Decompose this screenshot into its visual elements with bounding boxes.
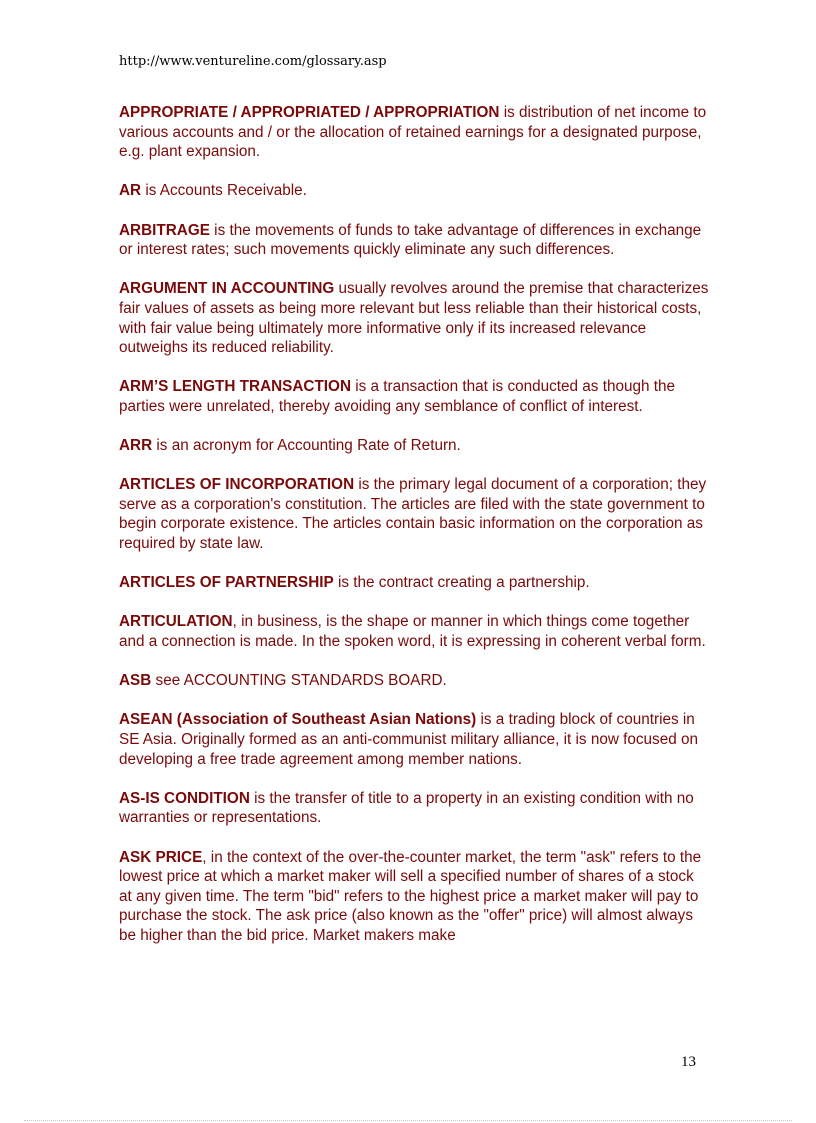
glossary-definition: usually revolves around the premise that characterizes fair values of assets as being more relevant but less reliable than their historical costs, with fair value being ultimately more informative only if its increased relevance outweighs its reduced reliability. [119,280,709,357]
glossary-term: ASEAN (Association of Southeast Asian Nations) [119,711,477,729]
glossary-term: APPROPRIATE / APPROPRIATED / APPROPRIATION [119,104,500,121]
glossary-definition: see ACCOUNTING STANDARDS BOARD. [151,672,447,690]
glossary-entry [119,279,709,357]
glossary-entry [119,671,709,691]
glossary-entry [119,103,709,162]
glossary-entry [119,573,709,593]
glossary-entry [119,710,709,769]
header-url: http://www.ventureline.com/glossary.asp [119,54,387,69]
footer-divider [24,1120,792,1121]
glossary-definition: is a trading block of countries in SE Asia. Originally formed as an anti-communist military alliance, it is now focused on developing a free trade agreement among member nations. [119,711,698,768]
glossary-term: ARBITRAGE [119,221,210,239]
glossary-definition: is an acronym for Accounting Rate of Return. [152,437,461,455]
glossary-definition: is Accounts Receivable. [141,182,307,200]
glossary-definition: is the contract creating a partnership. [333,574,590,592]
page-number: 13 [681,1054,696,1070]
glossary-entry [119,181,709,201]
glossary-entry [119,221,709,260]
glossary-term: ARGUMENT IN ACCOUNTING [119,280,335,298]
glossary-term: ARR [119,437,153,455]
glossary-definition: is distribution of net income to various accounts and / or the allocation of retained earnings for a designated purpose, e.g. plant expansion. [119,104,707,161]
glossary-term: AS-IS CONDITION [119,789,250,807]
glossary-term: ARTICLES OF PARTNERSHIP [119,574,334,592]
glossary-definition: is a transaction that is conducted as though the parties were unrelated, thereby avoiding any semblance of conflict of interest. [119,378,675,415]
glossary-definition: , in the context of the over-the-counter market, the term "ask" refers to the lowest price at which a market maker will sell a specified number of shares of a stock at any given time. The term "bid" refers to the highest price a market maker will pay to purchase the stock. The ask price (also known as the "offer" price) will almost always be higher than the bid price. Market makers make [119,848,702,944]
glossary-entry [119,436,709,456]
glossary-definition: is the transfer of title to a property in an existing condition with no warranties or representations. [119,789,694,827]
glossary-term: ARM’S LENGTH TRANSACTION [119,378,351,396]
glossary-content [119,103,709,965]
glossary-term: AR [119,182,142,200]
glossary-term: ARTICULATION [119,613,233,631]
glossary-term: ASB [119,672,152,690]
glossary-entry [119,789,709,828]
glossary-term: ARTICLES OF INCORPORATION [119,476,355,494]
glossary-term: ASK PRICE [119,848,203,866]
glossary-definition: is the movements of funds to take advantage of differences in exchange or interest rates; such movements quickly eliminate any such differences. [119,221,702,259]
glossary-entry [119,377,709,416]
glossary-entry [119,612,709,651]
glossary-entry [119,475,709,553]
glossary-definition: is the primary legal document of a corporation; they serve as a corporation's constitution. The articles are filed with the state government to begin corporate existence. The articles contain basic information on the corporation as required by state law. [119,476,707,553]
glossary-entry [119,848,709,946]
glossary-definition: , in business, is the shape or manner in which things come together and a connection is made. In the spoken word, it is expressing in coherent verbal form. [119,613,706,651]
